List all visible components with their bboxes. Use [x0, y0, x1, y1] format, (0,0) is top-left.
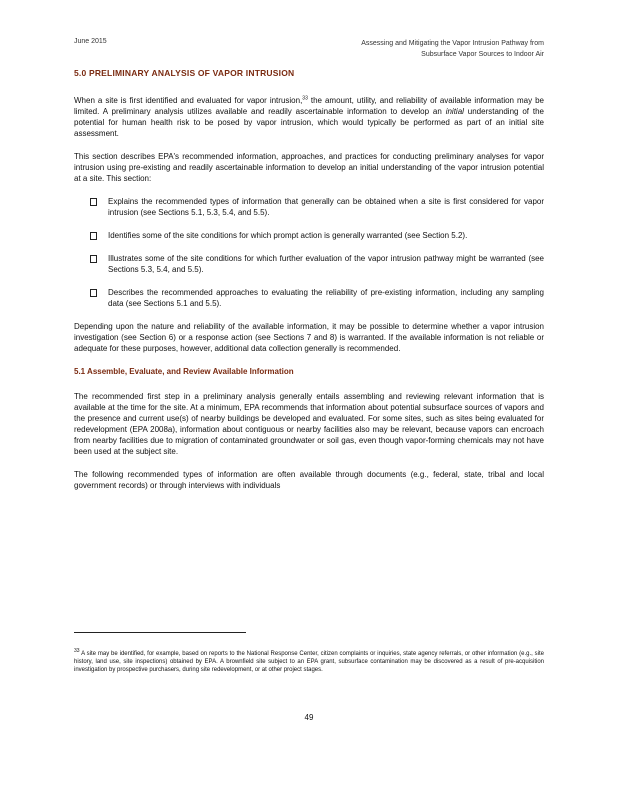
header-title-line1: Assessing and Mitigating the Vapor Intrusion Pathway from — [361, 40, 544, 47]
list-item-text: Explains the recommended types of information that generally can be obtained when a site is first considered for vapor intrusion (see Sections 5.1, 5.3, 5.4, and 5.5). — [108, 197, 544, 217]
section-paragraph-3: Depending upon the nature and reliability of the available information, it may be possible to determine whether a vapor intrusion investigation (see Section 6) or a response action (see Sections 7 and 8) is warranted. If the available information is not reliable or adequate for these purposes, however, additional data collection generally is recommended. — [74, 322, 544, 353]
list-item — [74, 196, 544, 218]
body-content — [74, 68, 544, 503]
p1-text-b: the amount, utility, and reliability of available information may be limited. A preliminary analysis utilizes available and readily ascertainable information to develop an — [74, 96, 545, 116]
bullet-box-icon — [90, 232, 97, 240]
list-item — [74, 230, 544, 241]
bullet-list — [74, 196, 544, 309]
footnote-text: A site may be identified, for example, based on reports to the National Response Center, citizen complaints or inquiries, state agency referrals, or other information (e.g., site history, land use, site inspections) obtained by EPA. A brownfield site subject to an EPA grant, subsurface contamination may be discovered as a result of pre-acquisition investigation by prospective purchasers, during site redevelopment, or at other project stages. — [74, 651, 544, 673]
page-number: 49 — [304, 713, 314, 722]
header-title — [361, 38, 544, 60]
footnote-divider — [74, 632, 246, 633]
running-header — [74, 34, 544, 58]
footnote-number: 33 — [74, 648, 80, 654]
bullet-box-icon — [90, 289, 97, 297]
bullet-box-icon — [90, 255, 97, 263]
list-item-text: Describes the recommended approaches to evaluating the reliability of pre-existing information, including any sampling data (see Sections 5.1 and 5.5). — [108, 288, 544, 308]
section-heading: 5.0 PRELIMINARY ANALYSIS OF VAPOR INTRUSION — [74, 68, 295, 78]
p1-text-a: When a site is first identified and evaluated for vapor intrusion, — [74, 96, 303, 105]
list-item-text: Identifies some of the site conditions for which prompt action is generally warranted (see Section 5.2). — [108, 231, 468, 240]
section-paragraph-1 — [74, 95, 544, 139]
list-item-text: Illustrates some of the site conditions for which further evaluation of the vapor intrusion pathway might be warranted (see Sections 5.3, 5.4, and 5.5). — [108, 254, 544, 274]
bullet-box-icon — [90, 198, 97, 206]
p1-italic-word: initial — [445, 107, 464, 116]
list-item — [74, 253, 544, 275]
list-item — [74, 287, 544, 309]
header-date: June 2015 — [74, 38, 107, 45]
header-title-line2: Subsurface Vapor Sources to Indoor Air — [421, 51, 544, 58]
p1-text-c: understanding of the potential for human health risk to be posed by vapor intrusion, which would typically be performed as part of an initial site assessment. — [74, 107, 544, 138]
footnote-ref[interactable]: 33 — [302, 95, 308, 102]
subsection-paragraph-2: The following recommended types of information are often available through documents (e.g., federal, state, tribal and local government records) or through interviews with individuals — [74, 470, 544, 490]
footnote — [74, 650, 544, 674]
subsection-paragraph-1: The recommended first step in a preliminary analysis generally entails assembling and reviewing relevant information that is available at the time for the site. At a minimum, EPA recommends that information about potential subsurface sources of vapors and the presence and current use(s) of nearby buildings be developed and evaluated. For some sites, such as sites being evaluated for redevelopment (EPA 2008a), information about contiguous or nearby facilities also may be relevant, because vapors can encroach from nearby facilities due to migration of contaminated groundwater or soil gas, even though vapor-forming chemicals may not have been used at the subject site. — [74, 392, 544, 456]
section-paragraph-2: This section describes EPA's recommended information, approaches, and practices for conducting preliminary analyses for vapor intrusion using pre-existing and readily ascertainable information to develop an initial understanding of the vapor intrusion potential at a site. This section: — [74, 152, 544, 183]
subsection-heading: 5.1 Assemble, Evaluate, and Review Available Information — [74, 367, 294, 376]
